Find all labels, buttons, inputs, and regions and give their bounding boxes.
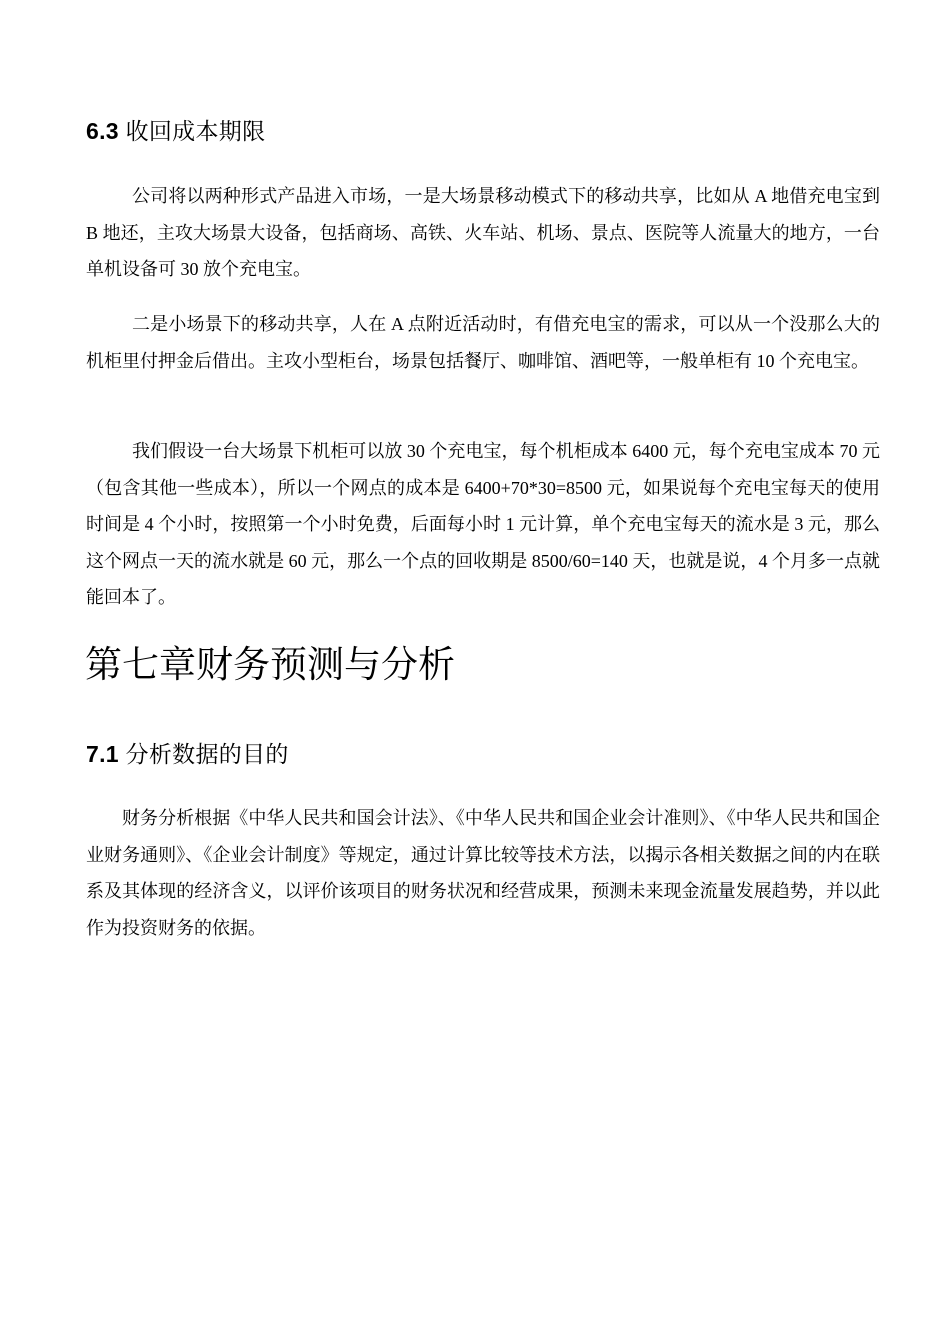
chapter-heading: 第七章财务预测与分析 xyxy=(85,643,455,686)
section-title: 分析数据的目的 xyxy=(125,741,289,767)
paragraph: 公司将以两种形式产品进入市场，一是大场景移动模式下的移动共享，比如从 A 地借充电宝到 B 地还，主攻大场景大设备，包括商场、高铁、火车站、机场、景点、医院等人流量大的地方，一台单机设备可 30 放个充电宝。 xyxy=(86,186,880,279)
section-number: 7.1 xyxy=(86,741,119,767)
section-number: 6.3 xyxy=(86,118,119,144)
paragraph: 我们假设一台大场景下机柜可以放 30 个充电宝，每个机柜成本 6400 元，每个充电宝成本 70 元（包含其他一些成本），所以一个网点的成本是 6400+70*30=8500 元，如果说每个充电宝每天的使用时间是 4 个小时，按照第一个小时免费，后面每小时 1 元计算，单个充电宝每天的流水是 3 元，那么这个网点一天的流水就是 60 元，那么一个点的回收期是 8500/60=140 天，也就是说，4 个月多一点就能回本了。 xyxy=(86,441,880,607)
section-heading-7-1 xyxy=(86,739,289,769)
paragraph: 二是小场景下的移动共享，人在 A 点附近活动时，有借充电宝的需求，可以从一个没那么大的机柜里付押金后借出。主攻小型柜台，场景包括餐厅、咖啡馆、酒吧等，一般单柜有 10 个充电宝。 xyxy=(86,314,880,371)
paragraph: 财务分析根据《中华人民共和国会计法》、《中华人民共和国企业会计准则》、《中华人民共和国企业财务通则》、《企业会计制度》等规定，通过计算比较等技术方法，以揭示各相关数据之间的内在联系及其体现的经济含义，以评价该项目的财务状况和经营成果，预测未来现金流量发展趋势，并以此作为投资财务的依据。 xyxy=(86,808,880,938)
section-title: 收回成本期限 xyxy=(125,118,266,144)
section-heading-6-3 xyxy=(86,116,265,146)
